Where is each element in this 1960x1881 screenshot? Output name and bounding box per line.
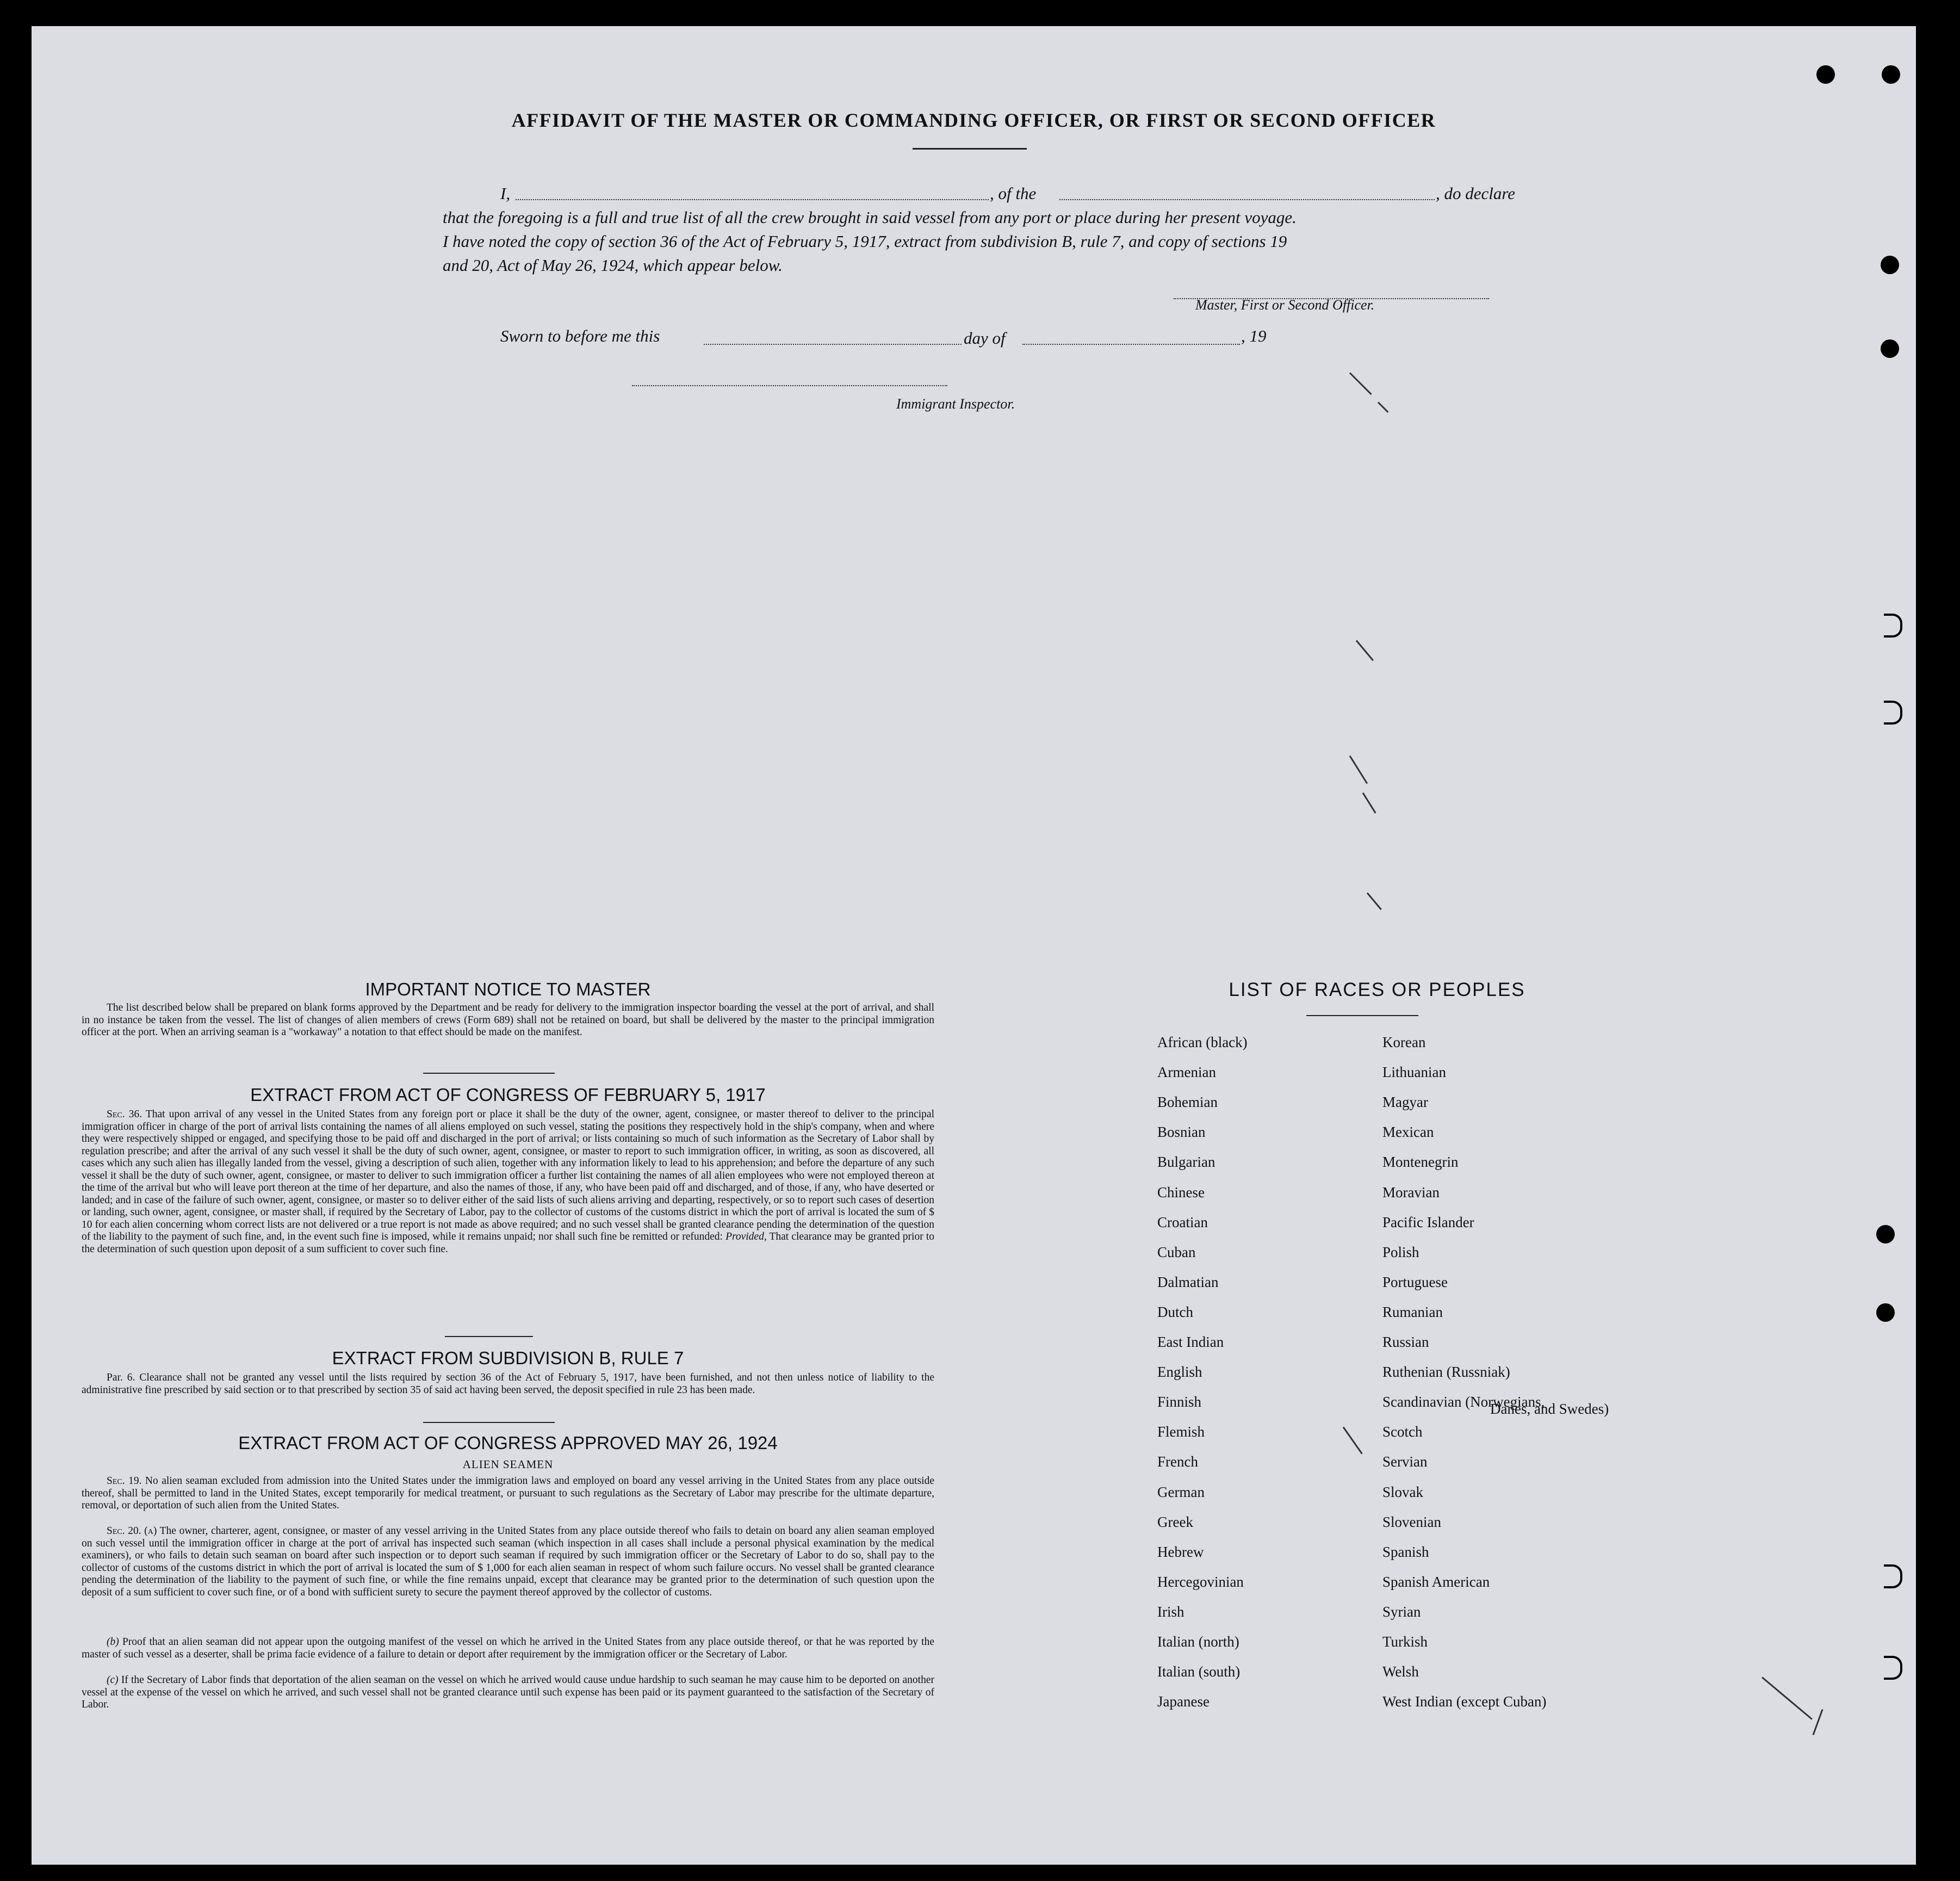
sec-36-label: Sec. 36. bbox=[107, 1109, 142, 1120]
race-item: East Indian bbox=[1157, 1334, 1224, 1350]
race-item: English bbox=[1157, 1364, 1202, 1381]
pencil-mark bbox=[1362, 793, 1376, 814]
races-title: LIST OF RACES OR PEOPLES bbox=[1229, 979, 1525, 1000]
pencil-mark bbox=[1349, 756, 1368, 784]
race-item: Scotch bbox=[1382, 1424, 1423, 1440]
affidavit-i: I, bbox=[500, 184, 511, 203]
sec-20c-body: If the Secretary of Labor finds that deportation of the alien seaman on the vessel on which he arrived would cause undue hardship to such seaman he may cause him to be deported on another vessel at the expense of the vessel on which he arrived, and such vessel shall not be granted clearance until such expense has been paid or its payment guaranteed to the satisfaction of the Secretary of Labor. bbox=[82, 1674, 934, 1710]
race-item: Russian bbox=[1382, 1334, 1429, 1350]
race-item: Magyar bbox=[1382, 1094, 1428, 1111]
sec-19-text bbox=[82, 1475, 934, 1512]
sec-20a-body: The owner, charterer, agent, consignee, or master of any vessel arriving in the United States from any place outside thereof who fails to detain on board any alien seaman employed on such vessel until the immigration officer in charge at the port of arrival has inspected such seaman (which inspection in all cases shall include a personal physical examination by the medical examiners), or who fails to detain such seaman on board after such inspection or to deport such seaman if required by such immigration officer or the Secretary of Labor to do so, shall pay to the collector of customs of the customs district in which the port of arrival is located the sum of $ 1,000 for each alien seaman in respect of whom such failure occurs. No vessel shall be granted clearance pending the determination of the liability to the payment of such fine, or while the fine remains unpaid, except that clearance may be granted prior to the determination of such question upon the deposit of a sum sufficient to cover such fine, or of a bond with sufficient surety to secure the payment thereof approved by the collector of customs. bbox=[82, 1525, 934, 1598]
race-item: Scandinavian (Norwegians, bbox=[1382, 1394, 1545, 1410]
binder-hole bbox=[1816, 65, 1835, 84]
race-item: Flemish bbox=[1157, 1424, 1205, 1440]
race-item: Turkish bbox=[1382, 1633, 1428, 1650]
race-item: Servian bbox=[1382, 1453, 1428, 1470]
race-item: Ruthenian (Russniak) bbox=[1382, 1364, 1510, 1381]
race-item: Rumanian bbox=[1382, 1303, 1443, 1320]
extract-1924-subtitle: ALIEN SEAMEN bbox=[462, 1458, 554, 1471]
document-sheet bbox=[32, 26, 1916, 1865]
divider bbox=[445, 1336, 533, 1337]
sec-20b-label: (b) bbox=[107, 1636, 119, 1648]
binder-hole bbox=[1876, 1303, 1895, 1322]
day-blank[interactable] bbox=[704, 344, 962, 345]
race-item: Korean bbox=[1382, 1034, 1426, 1050]
race-item: Finnish bbox=[1157, 1394, 1202, 1410]
extract-rule7-text: Par. 6. Clearance shall not be granted any vessel until the lists required by section 36 of the Act of February 5, 1917, have been furnished, and not then unless notice of liability to the administrative fine prescribed by said section or to that prescribed by section 35 of said act having been served, the deposit specified in rule 23 has been made. bbox=[82, 1372, 934, 1396]
race-item: Croatian bbox=[1157, 1214, 1208, 1230]
race-item: Pacific Islander bbox=[1382, 1214, 1474, 1230]
affidavit-declare: , do declare bbox=[1436, 184, 1516, 203]
race-item: Japanese bbox=[1157, 1693, 1210, 1710]
divider bbox=[423, 1422, 555, 1423]
race-item: Bosnian bbox=[1157, 1124, 1206, 1141]
sec-20c-label: (c) bbox=[107, 1674, 119, 1686]
sec-36-text-end: That clearance may be granted prior to the determination of such question upon deposit of a sum sufficient to cover such fine. bbox=[82, 1231, 934, 1255]
race-item: West Indian (except Cuban) bbox=[1382, 1693, 1547, 1710]
notice-title: IMPORTANT NOTICE TO MASTER bbox=[365, 979, 651, 999]
binder-hole bbox=[1882, 65, 1900, 84]
divider bbox=[1306, 1015, 1418, 1016]
race-item: Welsh bbox=[1382, 1663, 1419, 1680]
sec-20b-body: Proof that an alien seaman did not appear upon the outgoing manifest of the vessel on which he arrived in the United States from any place outside thereof, or that he was reported by the master of such vessel as a deserter, shall be prima facie evidence of a failure to detain or deport after requirement by the immigration officer or the Secretary of Labor. bbox=[82, 1636, 934, 1660]
sec-20b-text bbox=[82, 1636, 934, 1661]
sec-36-text: That upon arrival of any vessel in the United States from any foreign port or place it shall be the duty of the owner, agent, consignee, or master thereof to deliver to the principal immigration officer in charge of the port of arrival lists containing the names of all aliens employed on such vessel, stating the positions they respectively hold in the ship's company, when and where they were respectively shipped or engaged, and specifying those to be paid off and discharged in the port of arrival; or lists containing so much of such information as the Secretary of Labor shall by regulation prescribe; and after the arrival of any such vessel it shall be the duty of such owner, agent, consignee, or master to report to such immigration officer, in writing, as soon as discovered, all cases which any such alien has illegally landed from the vessel, giving a description of such alien, together with any information likely to lead to his apprehension; and before the departure of any such vessel it shall be the duty of such owner, agent, consignee, or master to deliver to such immigration officer a further list containing the names of all alien employees who were not employed thereon at the time of the arrival but who will leave port thereon at the time of her departure, and also the names of those, if any, who have been paid off and discharged, and of those, if any, who have deserted or landed; and in case of the failure of such owner, agent, consignee, or master so to deliver either of the said lists of such aliens arriving and departing, respectively, or so to report such cases of desertion or landing, such owner, agent, consignee, or master shall, if required by the Secretary of Labor, pay to the collector of customs of the customs district in which the port of arrival is located the sum of $ 10 for each alien concerning whom correct lists are not delivered or a true report is not made as above required; and no such vessel shall be granted clearance pending the determination of the question of the liability to the payment of such fine, and, in the event such fine is imposed, while it remains unpaid; nor shall such fine be remitted or refunded: bbox=[82, 1109, 934, 1242]
day-of-text: day of bbox=[964, 329, 1006, 348]
pencil-mark bbox=[1761, 1676, 1813, 1719]
binder-hole-partial bbox=[1884, 701, 1902, 725]
extract-rule7-title: EXTRACT FROM SUBDIVISION B, RULE 7 bbox=[332, 1348, 684, 1368]
extract-1917-text bbox=[82, 1109, 934, 1255]
notice-text: The list described below shall be prepared on blank forms approved by the Department and be ready for delivery to the immigration inspector boarding the vessel at the port of arrival, and shall in no instance be taken from the vessel. The list of changes of alien members of crews (Form 689) shall not be retained on board, but shall be delivered by the master to the principal immigration officer at the port. When an arriving seaman is a "workaway" a notation to that effect should be made on the manifest. bbox=[82, 1002, 934, 1038]
race-item: Italian (north) bbox=[1157, 1633, 1239, 1650]
binder-hole-partial bbox=[1884, 1564, 1902, 1588]
race-item: Montenegrin bbox=[1382, 1154, 1459, 1171]
race-item: Spanish bbox=[1382, 1543, 1429, 1560]
race-item: Polish bbox=[1382, 1243, 1419, 1260]
race-item: Portuguese bbox=[1382, 1273, 1448, 1290]
provided-word: Provided, bbox=[725, 1231, 767, 1242]
year-text: , 19 bbox=[1241, 326, 1267, 345]
binder-hole bbox=[1881, 256, 1899, 274]
divider bbox=[423, 1073, 555, 1074]
binder-hole bbox=[1876, 1225, 1895, 1243]
month-blank[interactable] bbox=[1022, 344, 1240, 345]
race-item: German bbox=[1157, 1483, 1205, 1500]
race-item: French bbox=[1157, 1453, 1198, 1470]
sec-20c-text bbox=[82, 1674, 934, 1711]
race-item: Mexican bbox=[1382, 1124, 1434, 1141]
pencil-mark bbox=[1367, 893, 1382, 911]
binder-hole-partial bbox=[1884, 614, 1902, 638]
affidavit-line-2: that the foregoing is a full and true list of all the crew brought in said vessel from any port or place during her present voyage. bbox=[443, 208, 1297, 227]
affidavit-line-3: I have noted the copy of section 36 of the Act of February 5, 1917, extract from subdivision B, rule 7, and copy of sections 19 bbox=[443, 232, 1287, 251]
pencil-mark bbox=[1356, 640, 1374, 661]
pencil-mark bbox=[1378, 401, 1389, 413]
race-item: Dutch bbox=[1157, 1303, 1193, 1320]
pencil-mark bbox=[1343, 1427, 1363, 1455]
race-item: Chinese bbox=[1157, 1184, 1205, 1201]
affidavit-of-the: , of the bbox=[990, 184, 1037, 203]
race-item: Hercegovinian bbox=[1157, 1573, 1244, 1590]
race-item: Lithuanian bbox=[1382, 1064, 1446, 1081]
extract-1917-title: EXTRACT FROM ACT OF CONGRESS OF FEBRUARY 5, 1917 bbox=[250, 1085, 766, 1105]
vessel-blank[interactable] bbox=[1059, 199, 1435, 200]
sec-20a-text bbox=[82, 1525, 934, 1599]
race-item: Greek bbox=[1157, 1513, 1193, 1530]
race-item: Cuban bbox=[1157, 1243, 1196, 1260]
pencil-mark bbox=[1349, 372, 1372, 395]
extract-1924-title: EXTRACT FROM ACT OF CONGRESS APPROVED MAY 26, 1924 bbox=[238, 1433, 778, 1453]
race-item: Irish bbox=[1157, 1603, 1184, 1620]
affidavit-title: AFFIDAVIT OF THE MASTER OR COMMANDING OFFICER, OR FIRST OR SECOND OFFICER bbox=[511, 109, 1436, 131]
race-item: Moravian bbox=[1382, 1184, 1440, 1201]
race-item: Spanish American bbox=[1382, 1573, 1490, 1590]
divider bbox=[913, 148, 1027, 150]
race-item: Bulgarian bbox=[1157, 1154, 1215, 1171]
race-item: Italian (south) bbox=[1157, 1663, 1240, 1680]
race-item: Bohemian bbox=[1157, 1094, 1218, 1111]
race-item: Hebrew bbox=[1157, 1543, 1204, 1560]
sec-19-label: Sec. 19. bbox=[107, 1475, 142, 1487]
race-item: Dalmatian bbox=[1157, 1273, 1219, 1290]
master-caption: Master, First or Second Officer. bbox=[1195, 297, 1375, 313]
sec-19-body: No alien seaman excluded from admission into the United States under the immigration laws and employed on board any vessel arriving in the United States from any place outside thereof, shall be permitted to land in the United States, except temporarily for medical treatment, or pursuant to such regulations as the Secretary of Labor may prescribe for the ultimate departure, removal, or deportation of such alien from the United States. bbox=[82, 1475, 934, 1511]
race-continuation: Danes, and Swedes) bbox=[1490, 1401, 1609, 1417]
name-blank[interactable] bbox=[516, 199, 989, 200]
sec-20-label: Sec. 20. (a) bbox=[107, 1525, 157, 1537]
race-item: African (black) bbox=[1157, 1034, 1248, 1050]
race-item: Syrian bbox=[1382, 1603, 1421, 1620]
inspector-caption: Immigrant Inspector. bbox=[896, 396, 1015, 412]
pencil-mark bbox=[1813, 1709, 1823, 1735]
affidavit-line-4: and 20, Act of May 26, 1924, which appear below. bbox=[443, 256, 783, 275]
sworn-text: Sworn to before me this bbox=[500, 326, 660, 345]
binder-hole-partial bbox=[1884, 1656, 1902, 1680]
race-item: Armenian bbox=[1157, 1064, 1216, 1081]
binder-hole bbox=[1881, 339, 1899, 358]
race-item: Slovak bbox=[1382, 1483, 1424, 1500]
inspector-signature-line[interactable] bbox=[632, 385, 947, 386]
race-item: Slovenian bbox=[1382, 1513, 1441, 1530]
